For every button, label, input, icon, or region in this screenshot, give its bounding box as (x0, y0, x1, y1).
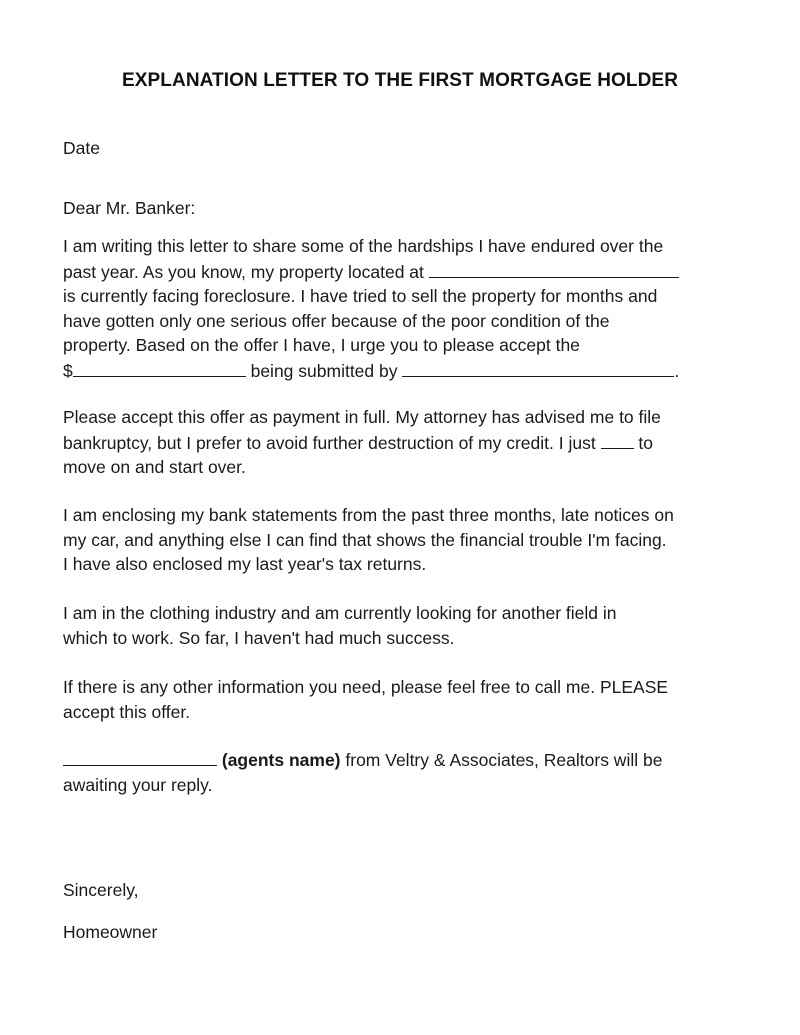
paragraph-line: accept this offer. (63, 701, 191, 722)
paragraph-text: to (633, 432, 654, 453)
paragraph-text: $ (63, 360, 73, 381)
property-address-blank[interactable] (429, 259, 679, 278)
paragraph-line: my car, and anything else I can find that shows the financial trouble I'm facing. (63, 529, 667, 550)
paragraph-text: bankruptcy, but I prefer to avoid further destruction of my credit. I just (63, 432, 601, 453)
paragraph-line (63, 259, 743, 285)
paragraph-line: is currently facing foreclosure. I have tried to sell the property for months and (63, 286, 658, 306)
paragraph-agent (63, 747, 743, 797)
salutation: Dear Mr. Banker: (63, 198, 196, 218)
signature: Homeowner (63, 922, 158, 942)
paragraph-line: property. Based on the offer I have, I urge you to please accept the (63, 335, 580, 355)
paragraph-line (63, 430, 743, 456)
paragraph-payment (63, 405, 743, 480)
document-title: EXPLANATION LETTER TO THE FIRST MORTGAGE HOLDER (121, 70, 679, 91)
paragraph-line: awaiting your reply. (63, 774, 213, 795)
paragraph-line: I am in the clothing industry and am currently looking for another field in (63, 603, 617, 623)
paragraph-line: have gotten only one serious offer because of the poor condition of the (63, 310, 610, 331)
paragraph-enclosures (63, 503, 743, 577)
paragraph-text: past year. As you know, my property located at (63, 261, 429, 282)
buyer-name-blank[interactable] (402, 358, 674, 377)
agent-name-blank[interactable] (63, 747, 217, 766)
paragraph-line: move on and start over. (63, 457, 246, 477)
paragraph-employment (63, 601, 743, 650)
paragraph-line: I have also enclosed my last year's tax returns. (63, 554, 427, 574)
paragraph-text: from Veltry & Associates, Realtors will be (340, 750, 663, 770)
date-label: Date (63, 138, 100, 158)
paragraph-text: being submitted by (245, 360, 403, 381)
paragraph-hardships (63, 234, 743, 383)
offer-amount-blank[interactable] (73, 358, 246, 377)
paragraph-line: If there is any other information you need, please feel free to call me. PLEASE (63, 677, 669, 697)
paragraph-line: Please accept this offer as payment in full. My attorney has advised me to file (63, 407, 661, 427)
paragraph-line: which to work. So far, I haven't had much success. (63, 627, 455, 648)
paragraph-line: I am enclosing my bank statements from the past three months, late notices on (63, 505, 674, 525)
short-blank[interactable] (601, 430, 634, 449)
agent-name-label: (agents name) (221, 750, 341, 770)
paragraph-line (63, 747, 743, 773)
paragraph-contact (63, 675, 743, 724)
closing: Sincerely, (63, 880, 139, 900)
paragraph-line (63, 358, 743, 384)
paragraph-text: . (674, 360, 680, 381)
paragraph-line: I am writing this letter to share some of the hardships I have endured over the (63, 236, 664, 256)
